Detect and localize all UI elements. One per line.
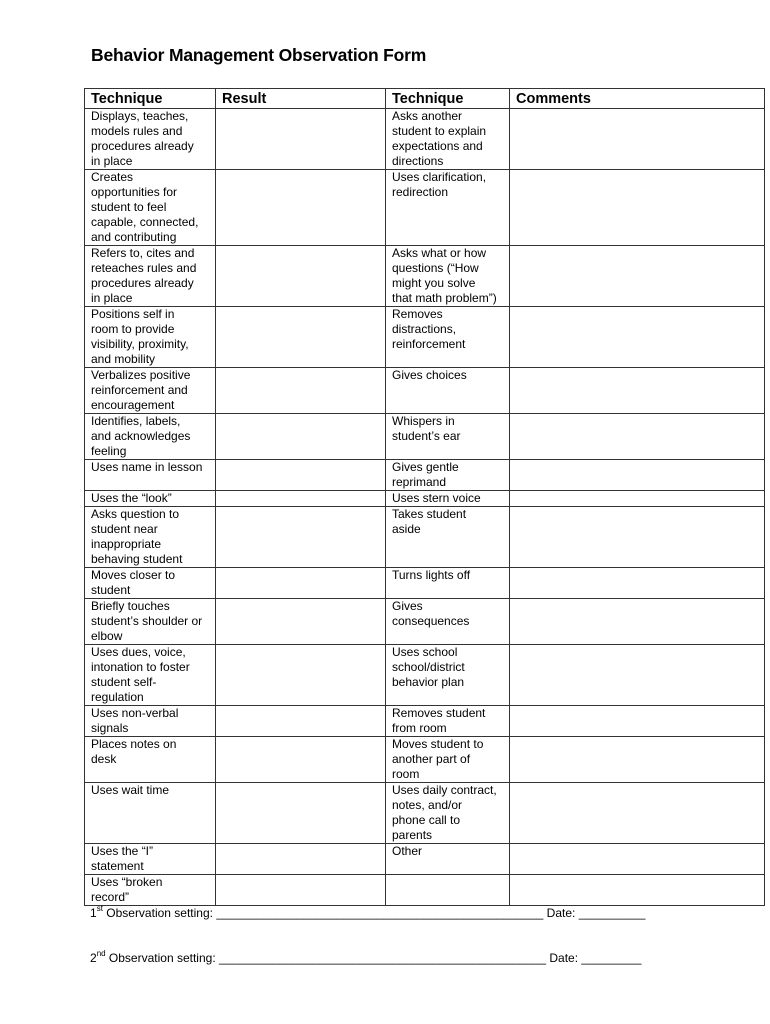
table-row: [85, 170, 765, 246]
technique-text: Gives gentle reprimand: [392, 460, 459, 489]
second-ordinal: 2: [90, 951, 97, 965]
result-cell[interactable]: [216, 109, 386, 170]
technique-cell: [386, 875, 510, 906]
comments-cell[interactable]: [510, 844, 765, 875]
first-observation-line: [90, 906, 645, 920]
technique-text: Uses clarification, redirection: [392, 170, 487, 199]
technique-cell: [85, 568, 216, 599]
table-row: [85, 875, 765, 906]
technique-cell: [85, 491, 216, 507]
technique-text: Creates opportunities for student to feel capable, connected, and contributing: [91, 170, 199, 244]
technique-text: Uses name in lesson: [91, 460, 203, 474]
second-ordinal-suffix: nd: [96, 949, 106, 958]
technique-text: Whispers in student’s ear: [392, 414, 461, 443]
first-date-label: Date:: [543, 906, 579, 920]
technique-text: Verbalizes positive reinforcement and encouragement: [91, 368, 191, 412]
technique-cell: [85, 109, 216, 170]
technique-cell: [85, 645, 216, 706]
table-row: [85, 109, 765, 170]
technique-cell: [386, 568, 510, 599]
first-setting-field[interactable]: _________________________________________________: [216, 906, 544, 920]
technique-text: Removes student from room: [392, 706, 486, 735]
technique-text: Asks another student to explain expectations and directions: [392, 109, 487, 168]
table-row: [85, 706, 765, 737]
technique-cell: [386, 246, 510, 307]
result-cell[interactable]: [216, 507, 386, 568]
technique-text: Refers to, cites and reteaches rules and procedures already in place: [91, 246, 197, 305]
form-title: Behavior Management Observation Form: [91, 45, 427, 65]
comments-cell[interactable]: [510, 491, 765, 507]
technique-cell: [85, 844, 216, 875]
comments-cell[interactable]: [510, 706, 765, 737]
technique-cell: [85, 737, 216, 783]
result-cell[interactable]: [216, 307, 386, 368]
table-row: [85, 507, 765, 568]
result-cell[interactable]: [216, 368, 386, 414]
second-date-field[interactable]: _________: [581, 951, 642, 965]
result-cell[interactable]: [216, 414, 386, 460]
technique-cell: [85, 875, 216, 906]
technique-text: Uses stern voice: [392, 491, 481, 505]
table-header-row: [85, 89, 765, 109]
technique-cell: [386, 368, 510, 414]
technique-cell: [386, 599, 510, 645]
technique-cell: [85, 368, 216, 414]
technique-cell: [85, 783, 216, 844]
technique-text: Uses the “look”: [91, 491, 172, 505]
technique-text: Uses dues, voice, intonation to foster student self- regulation: [91, 645, 190, 704]
technique-text: Gives consequences: [392, 599, 470, 628]
technique-text: Uses daily contract, notes, and/or phone call to parents: [392, 783, 497, 842]
header-comments: Comments: [510, 89, 765, 109]
result-cell[interactable]: [216, 783, 386, 844]
comments-cell[interactable]: [510, 507, 765, 568]
comments-cell[interactable]: [510, 246, 765, 307]
first-ordinal: 1: [90, 906, 97, 920]
table-row: [85, 307, 765, 368]
technique-cell: [386, 783, 510, 844]
technique-cell: [85, 460, 216, 491]
table-row: [85, 844, 765, 875]
technique-cell: [386, 645, 510, 706]
comments-cell[interactable]: [510, 170, 765, 246]
table-row: [85, 568, 765, 599]
technique-cell: [386, 307, 510, 368]
table-row: [85, 491, 765, 507]
technique-cell: [386, 460, 510, 491]
table-row: [85, 460, 765, 491]
comments-cell[interactable]: [510, 460, 765, 491]
technique-cell: [85, 170, 216, 246]
technique-cell: [386, 109, 510, 170]
technique-text: Asks what or how questions (“How might you solve that math problem”): [392, 246, 497, 305]
technique-cell: [85, 507, 216, 568]
header-technique-2: Technique: [386, 89, 510, 109]
technique-text: Moves closer to student: [91, 568, 176, 597]
technique-cell: [386, 170, 510, 246]
result-cell[interactable]: [216, 737, 386, 783]
first-date-field[interactable]: __________: [578, 906, 646, 920]
first-ordinal-suffix: st: [96, 904, 103, 913]
technique-text: Positions self in room to provide visibility, proximity, and mobility: [91, 307, 189, 366]
technique-cell: [85, 706, 216, 737]
second-setting-field[interactable]: _________________________________________________: [218, 951, 547, 965]
table-row: [85, 414, 765, 460]
technique-cell: [386, 844, 510, 875]
result-cell[interactable]: [216, 645, 386, 706]
header-result: Result: [216, 89, 386, 109]
result-cell[interactable]: [216, 246, 386, 307]
comments-cell[interactable]: [510, 875, 765, 906]
technique-text: Removes distractions, reinforcement: [392, 307, 466, 351]
second-observation-line: [90, 951, 641, 965]
technique-cell: [85, 599, 216, 645]
result-cell[interactable]: [216, 460, 386, 491]
table-row: [85, 368, 765, 414]
header-technique-1: Technique: [85, 89, 216, 109]
technique-text: Takes student aside: [392, 507, 467, 536]
result-cell[interactable]: [216, 491, 386, 507]
technique-cell: [386, 507, 510, 568]
technique-text: Uses non-verbal signals: [91, 706, 179, 735]
table-row: [85, 783, 765, 844]
result-cell[interactable]: [216, 568, 386, 599]
technique-cell: [386, 491, 510, 507]
technique-cell: [386, 737, 510, 783]
result-cell[interactable]: [216, 844, 386, 875]
comments-cell[interactable]: [510, 307, 765, 368]
technique-text: Uses the “I” statement: [91, 844, 154, 873]
result-cell[interactable]: [216, 599, 386, 645]
comments-cell[interactable]: [510, 645, 765, 706]
technique-text: Uses “broken record”: [91, 875, 163, 904]
technique-cell: [386, 706, 510, 737]
comments-cell[interactable]: [510, 368, 765, 414]
technique-text: Places notes on desk: [91, 737, 177, 766]
result-cell[interactable]: [216, 875, 386, 906]
comments-cell[interactable]: [510, 414, 765, 460]
technique-text: Identifies, labels, and acknowledges feeling: [91, 414, 191, 458]
observation-table: [84, 88, 765, 906]
comments-cell[interactable]: [510, 568, 765, 599]
comments-cell[interactable]: [510, 737, 765, 783]
table-row: [85, 246, 765, 307]
first-setting-label: Observation setting:: [102, 906, 217, 920]
technique-text: Other: [392, 844, 423, 858]
technique-cell: [85, 414, 216, 460]
technique-cell: [85, 246, 216, 307]
technique-text: Displays, teaches, models rules and procedures already in place: [91, 109, 194, 168]
technique-cell: [386, 414, 510, 460]
technique-text: Briefly touches student’s shoulder or elbow: [91, 599, 203, 643]
technique-text: Moves student to another part of room: [392, 737, 484, 781]
result-cell[interactable]: [216, 706, 386, 737]
table-row: [85, 737, 765, 783]
technique-text: Uses school school/district behavior plan: [392, 645, 465, 689]
technique-text: Turns lights off: [392, 568, 471, 582]
second-date-label: Date:: [546, 951, 582, 965]
table-row: [85, 645, 765, 706]
comments-cell[interactable]: [510, 599, 765, 645]
technique-text: Uses wait time: [91, 783, 170, 797]
technique-text: Asks question to student near inappropriate behaving student: [91, 507, 183, 566]
second-setting-label: Observation setting:: [105, 951, 219, 965]
table-row: [85, 599, 765, 645]
comments-cell[interactable]: [510, 783, 765, 844]
comments-cell[interactable]: [510, 109, 765, 170]
result-cell[interactable]: [216, 170, 386, 246]
technique-text: Gives choices: [392, 368, 467, 382]
technique-cell: [85, 307, 216, 368]
